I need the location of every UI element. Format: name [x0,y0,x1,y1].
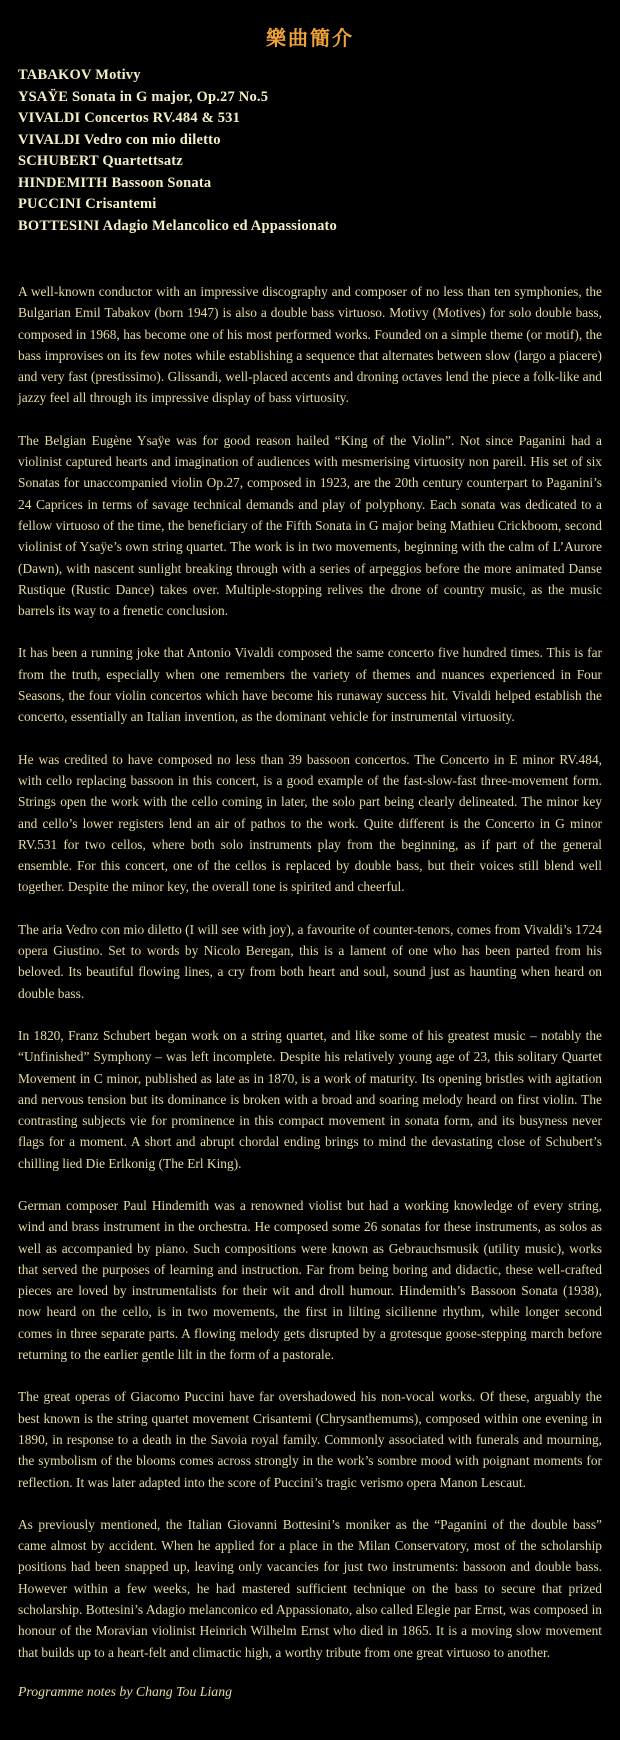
paragraph-vivaldi-intro: It has been a running joke that Antonio Vivaldi composed the same concerto five hundred times. This is far from the truth, especially when one remembers the variety of themes and nuances experienced in Four Seasons, the four violin concertos which have become his runaway success hit. Vivaldi helped establish the concerto, essentially an Italian invention, as the dominant vehicle for instrumental virtuosity. [18,645,602,725]
paragraph-schubert: In 1820, Franz Schubert began work on a string quartet, and like some of his greatest music – notably the “Unfinished” Symphony – was left incomplete. Despite his relatively young age of 23, this solitary Quartet Movement in C minor, published as late as in 1870, is a work of maturity. Its opening bristles with agitation and nervous tension but its dominance is broken with a broad and soaring melody heard on first violin. The contrasting subjects vie for prominence in this compact movement in sonata form, and its busyness never flags for a moment. A short and abrupt chordal ending brings to mind the devastating close of Schubert’s chilling lied Die Erlkonig (The Erl King). [18,1027,602,1171]
work-item-ysaye: YSAŸE Sonata in G major, Op.27 No.5 [18,88,269,105]
work-item-schubert: SCHUBERT Quartettsatz [18,153,183,169]
page-title: 樂曲簡介 [266,26,354,50]
work-item-bottesini: BOTTESINI Adagio Melancolico ed Appassionato [18,217,337,234]
paragraph-puccini: The great operas of Giacomo Puccini have far overshadowed his non-vocal works. Of these, arguably the best known is the string quartet movement Crisantemi (Chrysanthemums), composed within one evening in 1890, in response to a death in the Savoia royal family. Commonly associated with funerals and mourning, the symbolism of the blooms comes across strongly in the work’s sombre mood with poignant moments for reflection. It was later adapted into the score of Puccini’s tragic verismo opera Manon Lescaut. [18,1389,602,1490]
programme-notes-body [18,281,602,1663]
credit-line: Programme notes by Chang Tou Liang [18,1683,232,1699]
paragraph-bottesini: As previously mentioned, the Italian Giovanni Bottesini’s moniker as the “Paganini of the double bass” came almost by accident. When he applied for a place in the Milan Conservatory, most of the scholarship positions had been snapped up, leaving only vacancies for just two instruments: bassoon and double bass. However within a few weeks, he had mastered sufficient technique on the bass to secure that prized scholarship. Bottesini’s Adagio melanconico ed Appassionato, also called Elegie par Ernst, was composed in honour of the Moravian violinist Heinrich Wilhelm Ernst who died in 1865. It is a moving slow movement that builds up to a heart-felt and climactic high, a worthy tribute from one great virtuoso to another. [18,1516,602,1660]
paragraph-tabakov: A well-known conductor with an impressive discography and composer of no less than ten symphonies, the Bulgarian Emil Tabakov (born 1947) is also a double bass virtuoso. Motivy (Motives) for solo double bass, composed in 1968, has become one of his most performed works. Founded on a simple theme (or motif), the bass improvises on its few notes while establishing a sequence that alternates between slow (largo a piacere) and very fast (prestissimo). Glissandi, well-placed accents and droning octaves lend the piece a folk-like and jazzy feel all through its impressive display of bass virtuosity. [18,284,602,406]
programme-work-list [18,65,602,237]
paragraph-vivaldi-vedro: The aria Vedro con mio diletto (I will see with joy), a favourite of counter-tenors, comes from Vivaldi’s 1724 opera Giustino. Set to words by Nicolo Beregan, this is a lament of one who has been parted from his beloved. Its beautiful flowing lines, a cry from both heart and soul, sound just as haunting when heard on double bass. [18,921,602,1001]
work-item-puccini: PUCCINI Crisantemi [18,196,157,212]
work-item-vivaldi-vedro: VIVALDI Vedro con mio diletto [18,131,221,148]
work-item-tabakov: TABAKOV Motivy [18,67,141,83]
work-item-hindemith: HINDEMITH Bassoon Sonata [18,174,212,191]
paragraph-hindemith: German composer Paul Hindemith was a renowned violist but had a working knowledge of every string, wind and brass instrument in the orchestra. He composed some 26 sonatas for these instruments, as solos as well as accompanied by piano. Such compositions were known as Gebrauchsmusik (utility music), works that served the purposes of learning and instruction. Far from being boring and didactic, these well-crafted pieces are loved by instrumentalists for their wit and droll humour. Hindemith’s Bassoon Sonata (1938), now heard on the cello, is in two movements, the first in lilting sicilienne rhythm, while longer second comes in three separate parts. A flowing melody gets disrupted by a grotesque goose-stepping march before returning to the earlier gentle lilt in the form of a pastorale. [18,1197,602,1363]
paragraph-ysaye: The Belgian Eugène Ysaÿe was for good reason hailed “King of the Violin”. Not since Paganini had a violinist captured hearts and imagination of audiences with mesmerising virtuosity non pareil. His set of six Sonatas for unaccompanied violin Op.27, composed in 1923, are the 20th century counterpart to Paganini’s 24 Caprices in terms of savage technical demands and play of polyphony. Each sonata was dedicated to a fellow virtuoso of the time, the beneficiary of the Fifth Sonata in G major being Mathieu Crickboom, second violinist of Ysaÿe’s own string quartet. The work is in two movements, beginning with the calm of L’Aurore (Dawn), with nascent sunlight breaking through with a series of arpeggios before the more animated Danse Rustique (Rustic Dance) takes over. Multiple-stopping relives the drone of country music, as the music barrels its way to a frenetic conclusion. [18,432,602,619]
paragraph-vivaldi-concertos: He was credited to have composed no less than 39 bassoon concertos. The Concerto in E minor RV.484, with cello replacing bassoon in this concert, is a good example of the fast-slow-fast three-movement form. Strings open the work with the cello coming in later, the solo part being clearly delineated. The minor key and cello’s lower registers lend an air of pathos to the work. Quite different is the Concerto in G minor RV.531 for two cellos, where both solo instruments play from the beginning, as if part of the general ensemble. For this concert, one of the cellos is replaced by double bass, but their voices still blend well together. Despite the minor key, the overall tone is spirited and cheerful. [18,751,602,895]
work-item-vivaldi-concertos: VIVALDI Concertos RV.484 & 531 [18,110,241,126]
